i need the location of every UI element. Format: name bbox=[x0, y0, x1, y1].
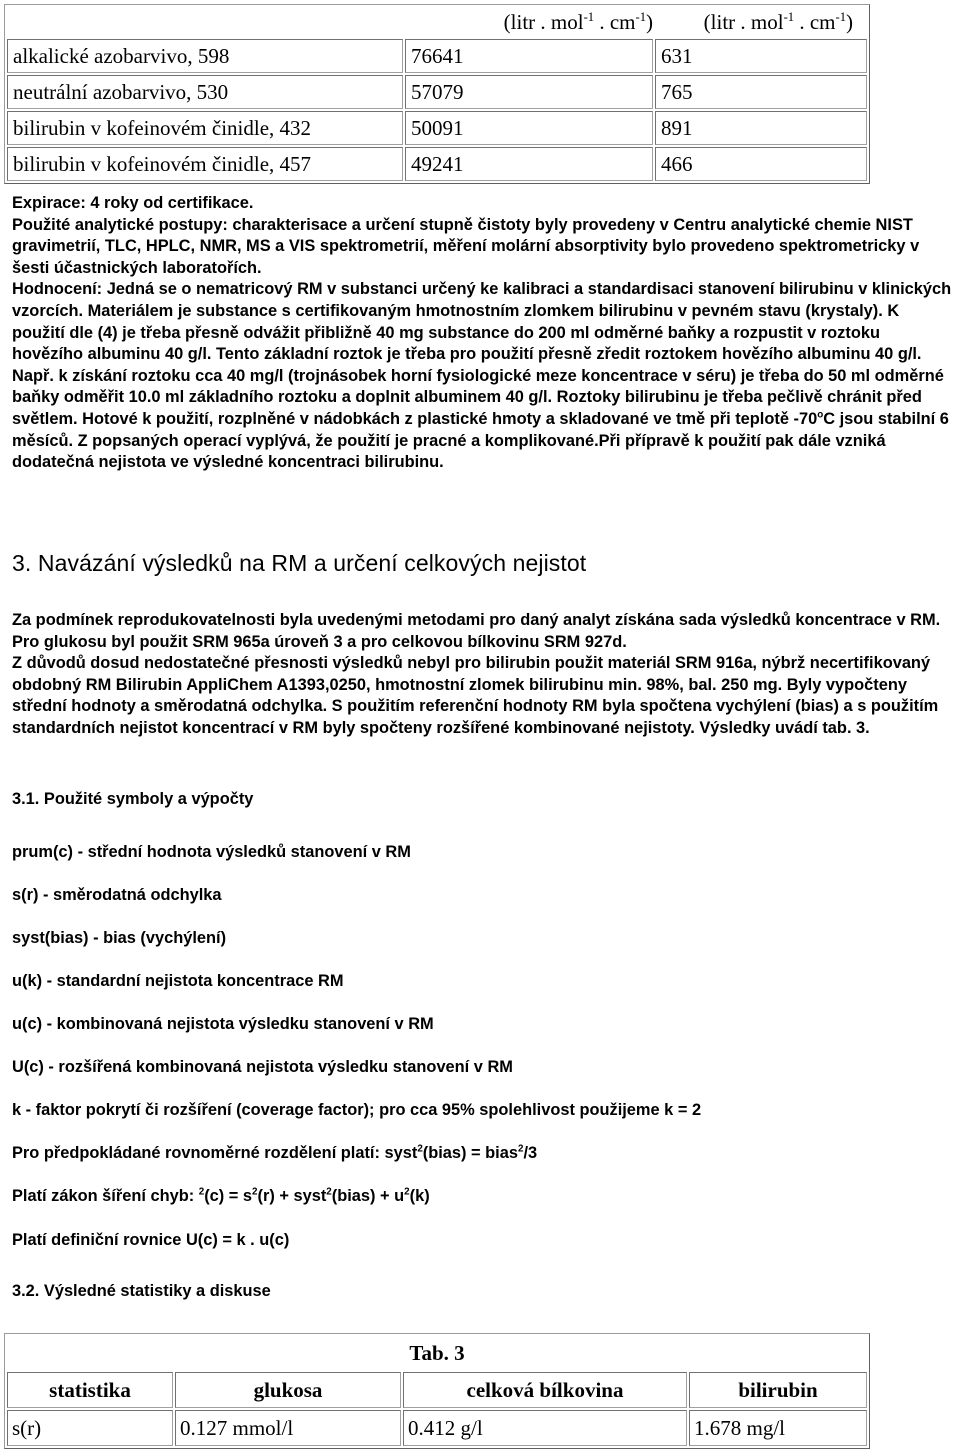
table-cell: 0.127 mmol/l bbox=[175, 1410, 401, 1446]
preparation-sentence: Materiálem je substance s certifikovaným hmotnostním zlomkem bilirubinu v pevném stavu (krystaly). K použití dle (4) je třeba přesně odvážit přibližně 40 mg substance do 200 ml odměrné baňky a rozpustit v roztoku hovězího albuminu 40 g/l. Tento základní roztok je třeba pro použití přesně zředit roztokem hovězího albuminu 40 g/l. Např. k získání roztoku cca 40 mg/l (trojnásobek horní fysiologické meze koncentrace v séru) je třeba do 50 ml odměrné baňky odměřit 10.0 ml základního roztoku a doplnit albuminem 40 g/l. Roztoky bilirubinu je třeba pečlivě chránit před světlem. Hotové k použití, rozplněné v nádobkách z plastické hmoty a skladované ve tmě při teplotě -70 bbox=[12, 301, 944, 428]
evaluation-text bbox=[12, 279, 952, 473]
methods-text: Použité analytické postupy: charakterisace a určení stupně čistoty byly provedeny v Centru analytické chemie NIST gravimetrií, TLC, HPLC, NMR, MS a VIS spektrometrií, měření molární absorptivity bylo provedeno spektrometricky v šesti účastnických laboratořích. bbox=[12, 215, 920, 277]
row-label: bilirubin v kofeinovém činidle, 457 bbox=[7, 147, 403, 181]
results-paragraph bbox=[12, 610, 952, 740]
row-value-2: 631 bbox=[655, 39, 867, 73]
subsection-3-1-heading: 3.1. Použité symboly a výpočty bbox=[12, 790, 254, 808]
row-value-1: 49241 bbox=[405, 147, 653, 181]
reproducibility-text: Za podmínek reprodukovatelnosti byla uvedenými metodami pro daný analyt získána sada výsledků koncentrace v RM. Pro glukosu byl použit SRM 965a úroveň 3 a pro celkovou bílkovinu SRM 927d. bbox=[12, 611, 941, 651]
table-row bbox=[7, 75, 867, 109]
table-header-row bbox=[7, 1372, 867, 1408]
column-header: celková bílkovina bbox=[403, 1372, 687, 1408]
table-row bbox=[7, 1410, 867, 1446]
column-header: statistika bbox=[7, 1372, 173, 1408]
formula-error-propagation: Platí zákon šíření chyb: $^2(c) = s^2(r)$ + syst$^2$(bias) + $u^2(k)$ bbox=[12, 1186, 430, 1205]
subsection-3-2-heading: 3.2. Výsledné statistiky a diskuse bbox=[12, 1282, 271, 1300]
row-value-1: 50091 bbox=[405, 111, 653, 145]
row-value-2: 891 bbox=[655, 111, 867, 145]
formula-definition: Platí definiční rovnice U(c) = k . u(c) bbox=[12, 1231, 290, 1249]
column-header: glukosa bbox=[175, 1372, 401, 1408]
evaluation-sentence: Hodnocení: Jedná se o nematricový RM v substanci určený ke kalibraci a standardisaci stanovení bilirubinu v klinických vzorcích. bbox=[12, 280, 952, 320]
row-value-1: 57079 bbox=[405, 75, 653, 109]
table-cell: 0.412 g/l bbox=[403, 1410, 687, 1446]
table-row bbox=[7, 147, 867, 181]
table-cell: 1.678 mg/l bbox=[689, 1410, 867, 1446]
symbol-line: s(r) - směrodatná odchylka bbox=[12, 886, 222, 904]
header-blank bbox=[7, 7, 403, 37]
expiry-text: Expirace: 4 roky od certifikace. bbox=[12, 194, 254, 212]
absorptivity-table bbox=[4, 4, 870, 184]
table-row bbox=[7, 111, 867, 145]
results-table bbox=[4, 1333, 870, 1449]
header-unit-1: (litr . mol$^{-1}$ . $cm^{-1}$) bbox=[503, 9, 653, 34]
degree-sign: o bbox=[817, 409, 824, 421]
table-caption: Tab. 3 bbox=[409, 1340, 465, 1365]
row-label: neutrální azobarvivo, 530 bbox=[7, 75, 403, 109]
table-cell: s(r) bbox=[7, 1410, 173, 1446]
header-unit-2: (litr . mol$^{-1}$ . $cm^{-1}$) bbox=[703, 9, 853, 34]
symbol-line: U(c) - rozšířená kombinovaná nejistota výsledku stanovení v RM bbox=[12, 1058, 513, 1076]
section-3-heading: 3. Navázání výsledků na RM a určení celkových nejistot bbox=[12, 550, 587, 576]
row-value-2: 765 bbox=[655, 75, 867, 109]
row-value-1: 76641 bbox=[405, 39, 653, 73]
symbol-line: k - faktor pokrytí či rozšíření (coverage factor); pro cca 95% spolehlivost použijeme k = 2 bbox=[12, 1101, 702, 1119]
certification-paragraph bbox=[12, 193, 952, 474]
symbol-line: syst(bias) - bias (vychýlení) bbox=[12, 929, 227, 947]
symbol-line: prum(c) - střední hodnota výsledků stanovení v RM bbox=[12, 843, 411, 861]
column-header: bilirubin bbox=[689, 1372, 867, 1408]
row-value-2: 466 bbox=[655, 147, 867, 181]
bilirubin-material-text: Z důvodů dosud nedostatečné přesnosti výsledků nebyl pro bilirubin použit materiál SRM 916a, nýbrž necertifikovaný obdobný RM Bilirubin AppliChem A1393,0250, hmotnostní zlomek bilirubinu min. 98%, bal. 250 mg. Byly vypočteny střední hodnoty a směrodatná odchylka. S použitím referenční hodnoty RM byla spočtena vychýlení (bias) a s použitím standardních nejistot koncentrací v RM byly spočteny rozšířené kombinované nejistoty. Výsledky uvádí tab. 3. bbox=[12, 654, 939, 737]
table-row bbox=[7, 39, 867, 73]
symbol-line: u(k) - standardní nejistota koncentrace RM bbox=[12, 972, 344, 990]
table-header-row bbox=[7, 7, 867, 37]
row-label: bilirubin v kofeinovém činidle, 432 bbox=[7, 111, 403, 145]
storage-sentence: C jsou stabilní 6 měsíců. Z popsaných operací vyplývá, že použití je pracné a komplikované.Při přípravě k použití pak dále vzniká dodatečná nejistota ve výsledné koncentraci bilirubinu. bbox=[12, 409, 949, 472]
row-label: alkalické azobarvivo, 598 bbox=[7, 39, 403, 73]
symbol-line: u(c) - kombinovaná nejistota výsledku stanovení v RM bbox=[12, 1015, 434, 1033]
formula-distribution: Pro předpokládané rovnoměrné rozdělení platí: syst$^2$(bias) = bias$^2$/3 bbox=[12, 1143, 538, 1162]
